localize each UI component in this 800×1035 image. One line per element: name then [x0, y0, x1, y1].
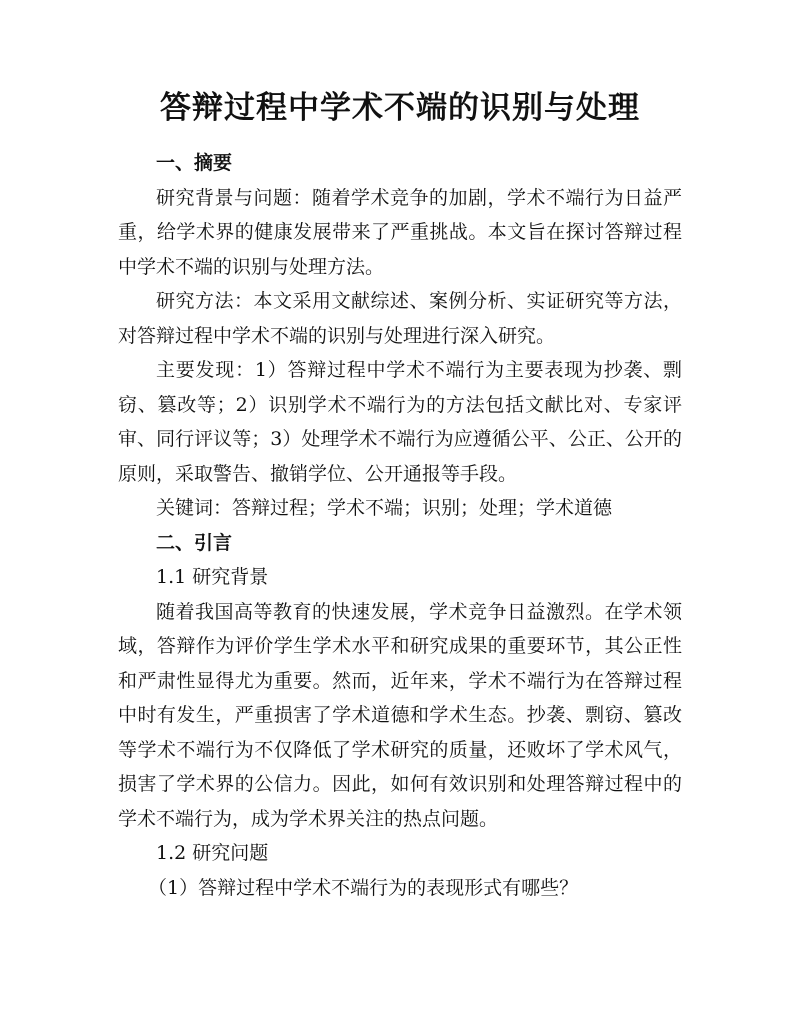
subheading-research-background: 1.1 研究背景 — [156, 566, 269, 588]
paragraph-intro-background: 随着我国高等教育的快速发展，学术竞争日益激烈。在学术领域，答辩作为评价学生学术水平和研究成果的重要环节，其公正性和严肃性显得尤为重要。然而，近年来，学术不端行为在答辩过程中时有发生，严重损害了学术道德和学术生态。抄袭、剽窃、篡改等学术不端行为不仅降低了学术研究的质量，还败坏了学术风气，损害了学术界的公信力。因此，如何有效识别和处理答辩过程中的学术不端行为，成为学术界关注的热点问题。 — [118, 600, 682, 830]
section-heading-introduction: 二、引言 — [156, 531, 233, 554]
document-body — [118, 146, 682, 905]
research-question-1: （1）答辩过程中学术不端行为的表现形式有哪些？ — [148, 876, 579, 899]
subheading-research-questions: 1.2 研究问题 — [156, 842, 269, 864]
paragraph-keywords: 关键词：答辩过程；学术不端；识别；处理；学术道德 — [156, 497, 613, 519]
section-heading-abstract: 一、摘要 — [156, 152, 233, 174]
paragraph-background: 研究背景与问题：随着学术竞争的加剧，学术不端行为日益严重，给学术界的健康发展带来了严重挑战。本文旨在探讨答辩过程中学术不端的识别与处理方法。 — [118, 186, 682, 278]
paragraph-findings: 主要发现：1）答辩过程中学术不端行为主要表现为抄袭、剽窃、篡改等；2）识别学术不端行为的方法包括文献比对、专家评审、同行评议等；3）处理学术不端行为应遵循公平、公正、公开的原则，采取警告、撤销学位、公开通报等手段。 — [118, 359, 682, 485]
paragraph-methods: 研究方法：本文采用文献综述、案例分析、实证研究等方法，对答辩过程中学术不端的识别与处理进行深入研究。 — [118, 290, 682, 347]
document-title: 答辩过程中学术不端的识别与处理 — [160, 90, 640, 126]
